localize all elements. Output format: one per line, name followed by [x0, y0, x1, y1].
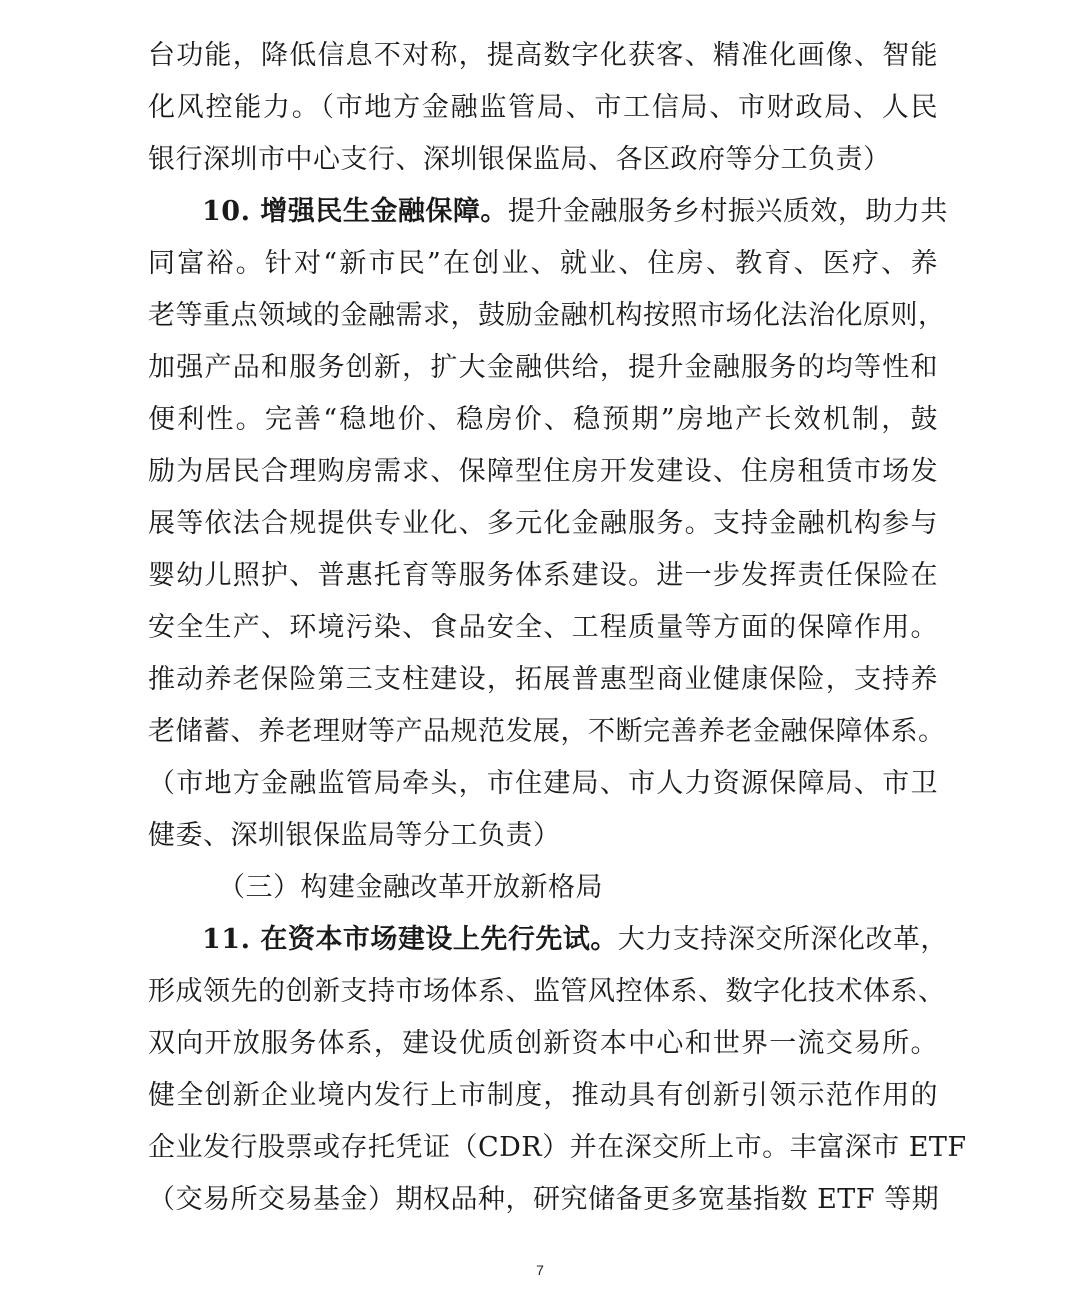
- text-line: 老储蓄、养老理财等产品规范发展，不断完善养老金融保障体系。: [148, 716, 946, 747]
- text-line: 健全创新企业境内发行上市制度，推动具有创新引领示范作用的: [148, 1080, 938, 1111]
- text-line: 加强产品和服务创新，扩大金融供给，提升金融服务的均等性和: [148, 352, 938, 383]
- text-line: 便利性。完善“稳地价、稳房价、稳预期”房地产长效机制，鼓: [148, 404, 938, 435]
- page-number: 7: [536, 1262, 544, 1278]
- text-line: 双向开放服务体系，建设优质创新资本中心和世界一流交易所。: [148, 1028, 938, 1059]
- text-line: 推动养老保险第三支柱建设，拓展普惠型商业健康保险，支持养: [148, 664, 938, 695]
- paragraph-11-title: 11. 在资本市场建设上先行先试。: [202, 924, 618, 955]
- text-line: 励为居民合理购房需求、保障型住房开发建设、住房租赁市场发: [148, 456, 938, 487]
- paragraph-10-title: 10. 增强民生金融保障。: [202, 196, 508, 227]
- section-heading: （三）构建金融改革开放新格局: [218, 872, 603, 903]
- text-line: 台功能，降低信息不对称，提高数字化获客、精准化画像、智能: [148, 40, 938, 71]
- paragraph-10-first-line: [148, 186, 948, 238]
- text-line: 企业发行股票或存托凭证（CDR）并在深交所上市。丰富深市 ETF: [148, 1132, 967, 1163]
- text-line: 银行深圳市中心支行、深圳银保监局、各区政府等分工负责）: [148, 144, 891, 175]
- text-line: （交易所交易基金）期权品种，研究储备更多宽基指数 ETF 等期: [148, 1184, 940, 1215]
- text-line: 安全生产、环境污染、食品安全、工程质量等方面的保障作用。: [148, 612, 938, 643]
- text-line: 同富裕。针对“新市民”在创业、就业、住房、教育、医疗、养: [148, 248, 938, 279]
- paragraph-11-first-line: [148, 914, 948, 966]
- paragraph-10-text: 提升金融服务乡村振兴质效，助力共: [507, 196, 948, 227]
- paragraph-11-text: 大力支持深交所深化改革，: [617, 924, 948, 955]
- text-line: 婴幼儿照护、普惠托育等服务体系建设。进一步发挥责任保险在: [148, 560, 938, 591]
- text-line: 老等重点领域的金融需求，鼓励金融机构按照市场化法治化原则，: [148, 300, 946, 331]
- document-page: [148, 30, 967, 1226]
- text-line: 形成领先的创新支持市场体系、监管风控体系、数字化技术体系、: [148, 976, 946, 1007]
- text-line: 健委、深圳银保监局等分工负责）: [148, 820, 561, 851]
- text-line: 展等依法合规提供专业化、多元化金融服务。支持金融机构参与: [148, 508, 938, 539]
- text-line: 化风控能力。（市地方金融监管局、市工信局、市财政局、人民: [148, 92, 938, 123]
- text-line: （市地方金融监管局牵头，市住建局、市人力资源保障局、市卫: [148, 768, 938, 799]
